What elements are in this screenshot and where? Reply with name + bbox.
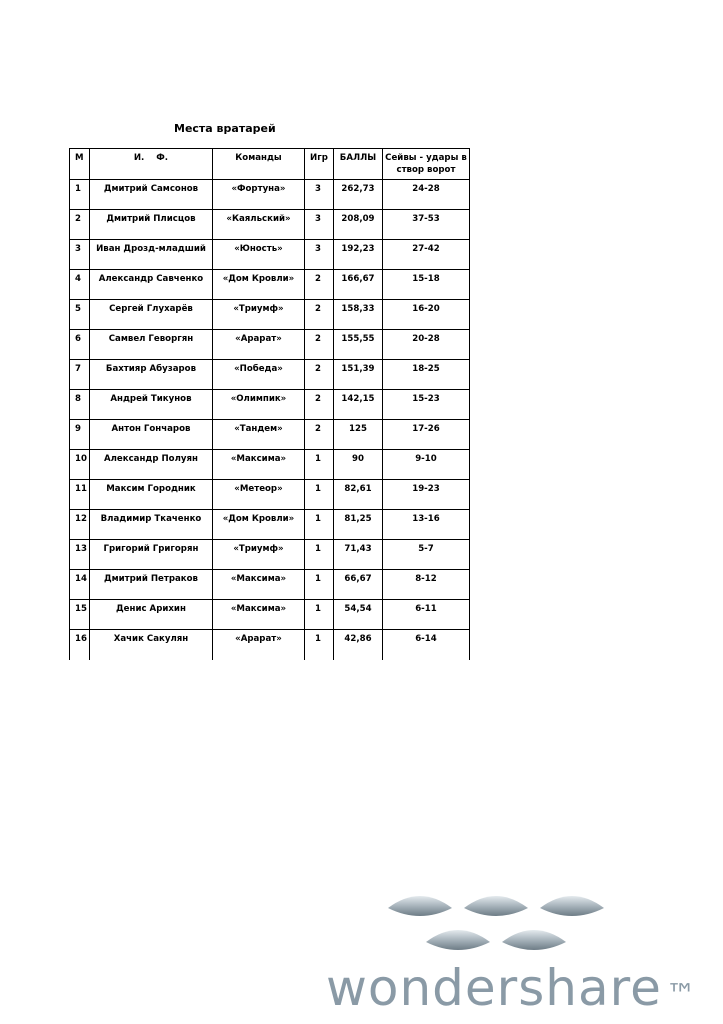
cell-name: Дмитрий Плисцов (89, 210, 212, 240)
cell-place: 15 (70, 600, 90, 630)
cell-team: «Каяльский» (212, 210, 304, 240)
cell-points: 125 (333, 420, 382, 450)
cell-team: «Триумф» (212, 540, 304, 570)
cell-saves: 15-18 (382, 270, 469, 300)
cell-games: 1 (304, 630, 333, 660)
cell-place: 2 (70, 210, 90, 240)
cell-place: 8 (70, 390, 90, 420)
cell-place: 5 (70, 300, 90, 330)
cell-place: 12 (70, 510, 90, 540)
cell-saves: 6-14 (382, 630, 469, 660)
cell-points: 208,09 (333, 210, 382, 240)
cell-games: 2 (304, 330, 333, 360)
cell-team: «Максима» (212, 450, 304, 480)
cell-saves: 13-16 (382, 510, 469, 540)
header-name: И. Ф. (89, 149, 212, 180)
cell-name: Хачик Сакулян (89, 630, 212, 660)
cell-games: 1 (304, 450, 333, 480)
cell-saves: 15-23 (382, 390, 469, 420)
cell-saves: 18-25 (382, 360, 469, 390)
cell-place: 13 (70, 540, 90, 570)
cell-points: 82,61 (333, 480, 382, 510)
watermark-wordmark: wondershare (326, 959, 662, 1017)
table-row (70, 180, 470, 210)
cell-place: 9 (70, 420, 90, 450)
cell-team: «Юность» (212, 240, 304, 270)
goalkeeper-rankings-table (69, 148, 470, 660)
cell-games: 3 (304, 210, 333, 240)
cell-name: Дмитрий Петраков (89, 570, 212, 600)
table-row (70, 480, 470, 510)
table-row (70, 420, 470, 450)
cell-name: Антон Гончаров (89, 420, 212, 450)
cell-games: 3 (304, 240, 333, 270)
cell-team: «Дом Кровли» (212, 270, 304, 300)
cell-points: 192,23 (333, 240, 382, 270)
cell-points: 71,43 (333, 540, 382, 570)
watermark-trademark: ™ (665, 978, 697, 1013)
cell-games: 2 (304, 360, 333, 390)
cell-name: Сергей Глухарёв (89, 300, 212, 330)
cell-team: «Дом Кровли» (212, 510, 304, 540)
cell-saves: 20-28 (382, 330, 469, 360)
cell-place: 6 (70, 330, 90, 360)
cell-team: «Метеор» (212, 480, 304, 510)
cell-team: «Максима» (212, 600, 304, 630)
cell-team: «Олимпик» (212, 390, 304, 420)
header-points: БАЛЛЫ (333, 149, 382, 180)
cell-name: Григорий Григорян (89, 540, 212, 570)
cell-name: Максим Городник (89, 480, 212, 510)
cell-name: Владимир Ткаченко (89, 510, 212, 540)
cell-points: 90 (333, 450, 382, 480)
cell-name: Дмитрий Самсонов (89, 180, 212, 210)
cell-games: 2 (304, 420, 333, 450)
table-row (70, 510, 470, 540)
cell-games: 2 (304, 300, 333, 330)
cell-name: Бахтияр Абузаров (89, 360, 212, 390)
table-row (70, 300, 470, 330)
cell-games: 3 (304, 180, 333, 210)
cell-place: 3 (70, 240, 90, 270)
table-row (70, 390, 470, 420)
cell-saves: 19-23 (382, 480, 469, 510)
cell-place: 4 (70, 270, 90, 300)
cell-name: Денис Арихин (89, 600, 212, 630)
cell-saves: 6-11 (382, 600, 469, 630)
cell-team: «Триумф» (212, 300, 304, 330)
table-row (70, 630, 470, 660)
table-row (70, 450, 470, 480)
cell-place: 16 (70, 630, 90, 660)
cell-games: 2 (304, 390, 333, 420)
table-row (70, 270, 470, 300)
cell-saves: 8-12 (382, 570, 469, 600)
cell-points: 151,39 (333, 360, 382, 390)
header-place: М (70, 149, 90, 180)
cell-games: 1 (304, 570, 333, 600)
cell-name: Самвел Геворгян (89, 330, 212, 360)
table-header-row (70, 149, 470, 180)
header-team: Команды (212, 149, 304, 180)
cell-points: 262,73 (333, 180, 382, 210)
page-title: Места вратарей (174, 122, 276, 135)
cell-games: 1 (304, 480, 333, 510)
cell-points: 66,67 (333, 570, 382, 600)
cell-points: 81,25 (333, 510, 382, 540)
cell-points: 54,54 (333, 600, 382, 630)
cell-saves: 27-42 (382, 240, 469, 270)
cell-place: 11 (70, 480, 90, 510)
cell-saves: 9-10 (382, 450, 469, 480)
cell-points: 142,15 (333, 390, 382, 420)
table-row (70, 540, 470, 570)
header-saves: Сейвы - удары в створ ворот (382, 149, 469, 180)
cell-points: 155,55 (333, 330, 382, 360)
table-row (70, 570, 470, 600)
cell-place: 1 (70, 180, 90, 210)
cell-points: 42,86 (333, 630, 382, 660)
table-row (70, 240, 470, 270)
cell-points: 166,67 (333, 270, 382, 300)
cell-name: Александр Полуян (89, 450, 212, 480)
table-row (70, 330, 470, 360)
cell-name: Александр Савченко (89, 270, 212, 300)
cell-saves: 5-7 (382, 540, 469, 570)
watermark-text (326, 958, 697, 1018)
cell-games: 2 (304, 270, 333, 300)
cell-saves: 24-28 (382, 180, 469, 210)
header-games: Игр (304, 149, 333, 180)
table-row (70, 360, 470, 390)
cell-team: «Максима» (212, 570, 304, 600)
cell-name: Андрей Тикунов (89, 390, 212, 420)
cell-games: 1 (304, 510, 333, 540)
table-row (70, 210, 470, 240)
table-row (70, 600, 470, 630)
cell-team: «Арарат» (212, 330, 304, 360)
cell-saves: 17-26 (382, 420, 469, 450)
cell-team: «Арарат» (212, 630, 304, 660)
cell-games: 1 (304, 540, 333, 570)
cell-place: 14 (70, 570, 90, 600)
cell-games: 1 (304, 600, 333, 630)
cell-place: 10 (70, 450, 90, 480)
cell-points: 158,33 (333, 300, 382, 330)
cell-place: 7 (70, 360, 90, 390)
cell-team: «Тандем» (212, 420, 304, 450)
cell-team: «Победа» (212, 360, 304, 390)
cell-team: «Фортуна» (212, 180, 304, 210)
cell-saves: 37-53 (382, 210, 469, 240)
cell-saves: 16-20 (382, 300, 469, 330)
cell-name: Иван Дрозд-младший (89, 240, 212, 270)
